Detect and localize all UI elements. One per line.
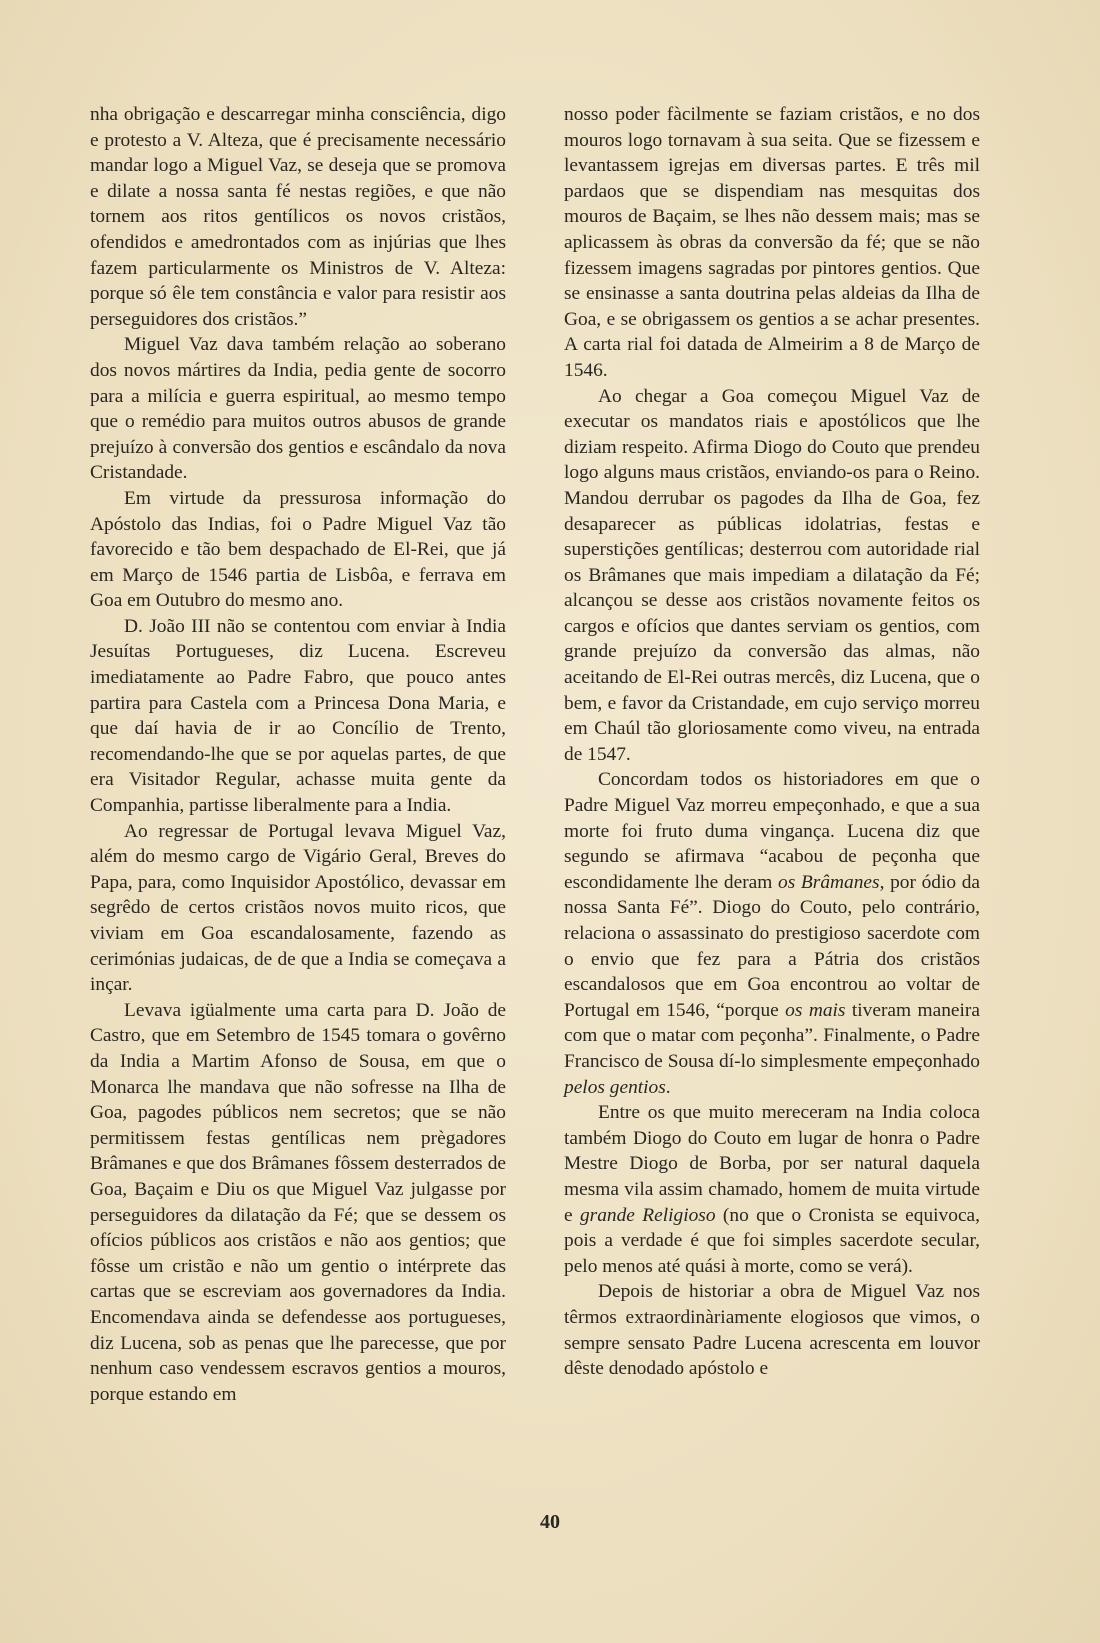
page-number: 40 xyxy=(540,1511,560,1533)
paragraph: Em virtude da pressurosa informação do Apóstolo das Indias, foi o Padre Miguel Vaz tão favorecido e tão bem despachado de El-Rei, que já em Março de 1546 partia de Lisbôa, e ferrava em Goa em Outubro do mesmo ano. xyxy=(90,487,506,612)
paragraph: Miguel Vaz dava também relação ao soberano dos novos mártires da India, pedia gente de socorro para a milícia e guerra espiritual, ao mesmo tempo que o remédio para muitos outros abusos de grande prejuízo à conversão dos gentios e escândalo da nova Cristandade. xyxy=(90,334,506,484)
paragraph: Entre os que muito mereceram na India coloca também Diogo do Couto em lugar de honra o Padre Mestre Diogo de Borba, por ser natural daquela mesma vila assim chamado, homem de muita virtude e grande Religioso (no que o Cronista se equivoca, pois a verdade é que foi simples sacerdote secular, pelo menos até quási à morte, como se verá). xyxy=(564,1102,980,1277)
paragraph: Depois de historiar a obra de Miguel Vaz nos têrmos extraordinàriamente elogiosos que vimos, o sempre sensato Padre Lucena acrescenta em louvor dêste denodado apóstolo e xyxy=(564,1281,980,1380)
paragraph: nosso poder fàcilmente se faziam cristãos, e no dos mouros logo tornavam à sua seita. Que se fizessem e levantassem igrejas em diversas partes. E três mil pardaos que se dispendiam nas mesquitas dos mouros de Baçaim, se lhes não dessem mais; mas se aplicassem às obras da conversão da fé; que se não fizessem imagens sagradas por pintores gentios. Que se ensinasse a santa doutrina pelas aldeias da Ilha de Goa, e se obrigassem os gentios a se achar presentes. A carta rial foi datada de Almeirim a 8 de Março de 1546. xyxy=(564,104,980,381)
paragraph: nha obrigação e descarregar minha consciência, digo e protesto a V. Alteza, que é precisamente necessário mandar logo a Miguel Vaz, se deseja que se promova e dilate a nossa santa fé nestas regiões, e que não tornem aos ritos gentílicos os novos cristãos, ofendidos e amedrontados com as injúrias que lhes fazem particularmente os Ministros de V. Alteza: porque só êle tem constância e valor para resistir aos perseguidores dos cristãos.” xyxy=(90,104,506,330)
paragraph: D. João III não se contentou com enviar à India Jesuítas Portugueses, diz Lucena. Escreveu imediatamente ao Padre Fabro, que pouco antes partira para Castela com a Princesa Dona Maria, e que daí havia de ir ao Concílio de Trento, recomendando-lhe que se por aquelas partes, de que era Visitador Regular, achasse muita gente da Companhia, partisse liberalmente para a India. xyxy=(90,615,506,817)
paragraph: Ao chegar a Goa começou Miguel Vaz de executar os mandatos riais e apostólicos que lhe diziam respeito. Afirma Diogo do Couto que prendeu logo alguns maus cristãos, enviando-os para o Reino. Mandou derrubar os pagodes da Ilha de Goa, fez desaparecer as públicas idolatrias, festas e superstições gentílicas; desterrou com autoridade rial os Brâmanes que mais impediam a dilatação da Fé; alcançou se desse aos cristãos novamente feitos os cargos e ofícios que dantes serviam os gentios, com grande prejuízo da conversão das almas, não aceitando de El-Rei outras mercês, diz Lucena, que o bem, e favor da Cristandade, em cujo serviço morreu em Chaúl tão gloriosamente como viveu, na entrada de 1547. xyxy=(564,385,980,765)
paragraph: Concordam todos os historiadores em que o Padre Miguel Vaz morreu empeçonhado, e que a sua morte foi fruto duma vingança. Lucena diz que segundo se afirmava “acabou de peçonha que escondidamente lhe deram os Brâmanes, por ódio da nossa Santa Fé”. Diogo do Couto, pelo contrário, relaciona o assassinato do prestigioso sacerdote com o envio que fez para a Pátria dos cristãos escandalosos que em Goa encontrou ao voltar de Portugal em 1546, “porque os mais tiveram maneira com que o matar com peçonha”. Finalmente, o Padre Francisco de Sousa dí-lo simplesmente empeçonhado pelos gentios. xyxy=(564,769,981,1098)
paragraph: Levava igüalmente uma carta para D. João de Castro, que em Setembro de 1545 tomara o govêrno da India a Martim Afonso de Sousa, em que o Monarca lhe mandava que não sofresse na Ilha de Goa, pagodes públicos nem secretos; que se não permitissem festas gentílicas nem prègadores Brâmanes e que dos Brâmanes fôssem desterrados de Goa, Baçaim e Diu os que Miguel Vaz julgasse por perseguidores da dilatação da Fé; que se dessem os ofícios públicos aos cristãos e não aos gentios; que fôsse um cristão e não um gentio o intérprete das cartas que se escreviam aos governadores da India. Encomendava ainda se defendesse aos portugueses, diz Lucena, sob as penas que lhe parecesse, que por nenhum caso vendessem escravos gentios a mouros, porque estando em xyxy=(90,999,506,1405)
paragraph: Ao regressar de Portugal levava Miguel Vaz, além do mesmo cargo de Vigário Geral, Breves do Papa, para, como Inquisidor Apostólico, devassar em segrêdo de certos cristãos novos muito ricos, que viviam em Goa escandalosamente, fazendo as cerimónias judaicas, de de que a India se começava a inçar. xyxy=(90,820,506,996)
left-column xyxy=(90,102,506,1407)
right-column xyxy=(564,102,980,1382)
